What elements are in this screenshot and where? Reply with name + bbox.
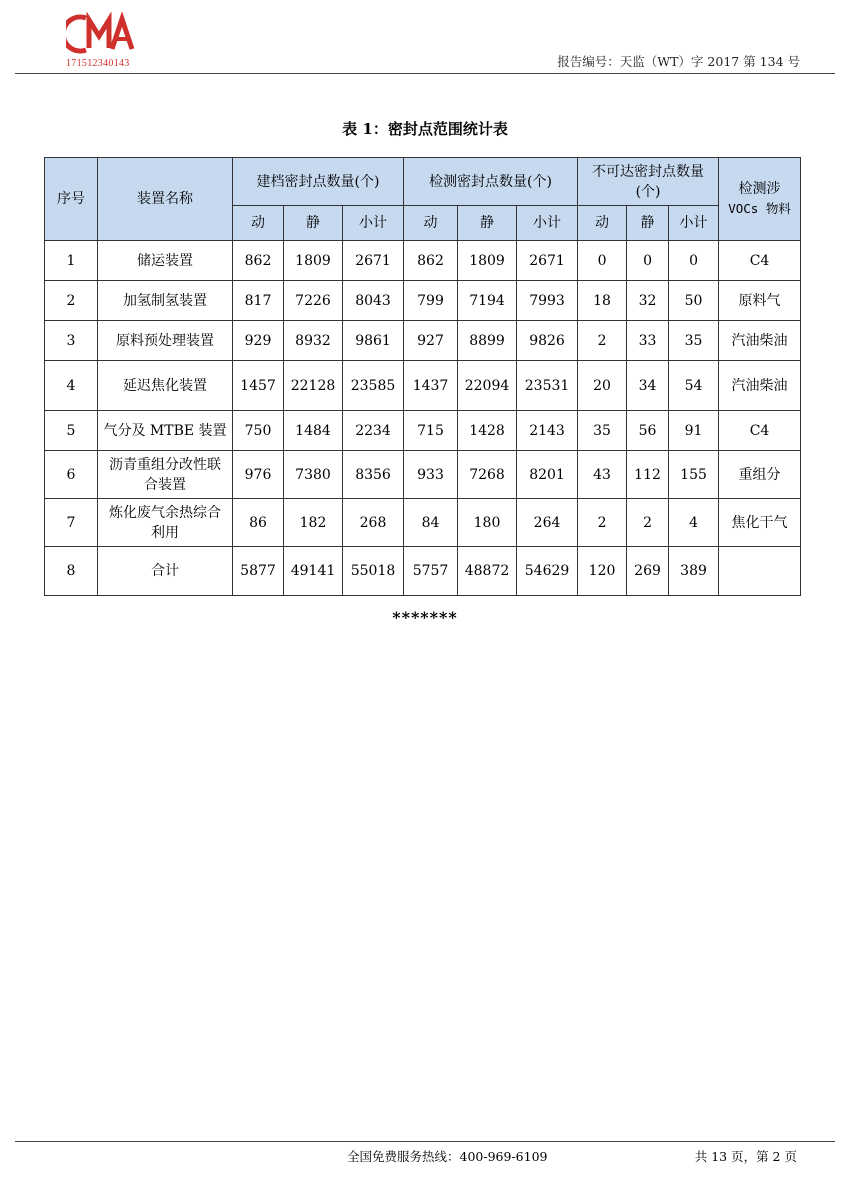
cell-unreachable-subtotal: 54 <box>669 361 719 411</box>
cell-device-name: 加氢制氢装置 <box>98 281 233 321</box>
table-row <box>45 321 801 361</box>
cell-device-name: 储运装置 <box>98 241 233 281</box>
cell-device-name: 延迟焦化装置 <box>98 361 233 411</box>
cell-vocs-material: C4 <box>719 411 801 451</box>
cell-unreachable-subtotal: 155 <box>669 451 719 499</box>
cell-unreachable-dynamic: 20 <box>578 361 627 411</box>
cell-detected-static: 48872 <box>458 547 517 596</box>
footer-divider <box>15 1141 835 1142</box>
cell-vocs-material: C4 <box>719 241 801 281</box>
cell-vocs-material: 汽油柴油 <box>719 361 801 411</box>
table-title: 表 1：密封点范围统计表 <box>342 120 508 138</box>
cell-detected-subtotal: 264 <box>517 499 578 547</box>
header-archived-static: 静 <box>284 206 343 241</box>
header-detected-subtotal: 小计 <box>517 206 578 241</box>
header-detected-dynamic: 动 <box>404 206 458 241</box>
cell-detected-dynamic: 799 <box>404 281 458 321</box>
cell-seq: 7 <box>45 499 98 547</box>
header-divider <box>15 73 835 74</box>
cell-detected-subtotal: 54629 <box>517 547 578 596</box>
cell-detected-static: 22094 <box>458 361 517 411</box>
cell-unreachable-subtotal: 35 <box>669 321 719 361</box>
cell-unreachable-static: 112 <box>627 451 669 499</box>
header-unreachable-dynamic: 动 <box>578 206 627 241</box>
cell-archived-subtotal: 268 <box>343 499 404 547</box>
cma-logo <box>66 12 144 56</box>
cell-detected-subtotal: 7993 <box>517 281 578 321</box>
cell-archived-dynamic: 750 <box>233 411 284 451</box>
cell-archived-dynamic: 976 <box>233 451 284 499</box>
cell-unreachable-static: 33 <box>627 321 669 361</box>
cell-detected-dynamic: 5757 <box>404 547 458 596</box>
report-number: 报告编号：天监（WT）字 2017 第 134 号 <box>557 54 800 69</box>
header-seq: 序号 <box>45 158 98 241</box>
header-vocs <box>719 158 801 241</box>
cell-archived-dynamic: 929 <box>233 321 284 361</box>
header-unreachable: 不可达密封点数量(个) <box>578 158 719 206</box>
header-archived: 建档密封点数量(个) <box>233 158 404 206</box>
cell-detected-static: 7268 <box>458 451 517 499</box>
cell-seq: 5 <box>45 411 98 451</box>
table-row <box>45 499 801 547</box>
cell-seq: 8 <box>45 547 98 596</box>
cell-unreachable-static: 0 <box>627 241 669 281</box>
cell-detected-dynamic: 715 <box>404 411 458 451</box>
page-number: 共 13 页，第 2 页 <box>694 1149 797 1164</box>
header-device-name: 装置名称 <box>98 158 233 241</box>
cell-unreachable-dynamic: 18 <box>578 281 627 321</box>
cell-seq: 3 <box>45 321 98 361</box>
cell-vocs-material: 原料气 <box>719 281 801 321</box>
cell-archived-static: 7226 <box>284 281 343 321</box>
cell-device-name: 气分及 MTBE 装置 <box>98 411 233 451</box>
cma-seal-icon <box>66 12 144 56</box>
table-row <box>45 411 801 451</box>
cell-unreachable-static: 269 <box>627 547 669 596</box>
cell-unreachable-static: 2 <box>627 499 669 547</box>
end-mark: ******* <box>392 608 458 627</box>
cell-unreachable-subtotal: 91 <box>669 411 719 451</box>
cell-archived-dynamic: 86 <box>233 499 284 547</box>
cell-detected-subtotal: 9826 <box>517 321 578 361</box>
cell-seq: 4 <box>45 361 98 411</box>
cell-archived-subtotal: 23585 <box>343 361 404 411</box>
cell-detected-subtotal: 23531 <box>517 361 578 411</box>
cell-detected-static: 1809 <box>458 241 517 281</box>
cell-detected-dynamic: 862 <box>404 241 458 281</box>
cell-unreachable-dynamic: 2 <box>578 499 627 547</box>
cell-unreachable-static: 32 <box>627 281 669 321</box>
table-row <box>45 361 801 411</box>
cell-seq: 6 <box>45 451 98 499</box>
cell-archived-static: 7380 <box>284 451 343 499</box>
cell-seq: 1 <box>45 241 98 281</box>
cell-detected-static: 180 <box>458 499 517 547</box>
cell-archived-subtotal: 2234 <box>343 411 404 451</box>
table-row <box>45 281 801 321</box>
cell-archived-subtotal: 9861 <box>343 321 404 361</box>
cell-unreachable-dynamic: 120 <box>578 547 627 596</box>
cell-archived-subtotal: 8356 <box>343 451 404 499</box>
cell-detected-dynamic: 84 <box>404 499 458 547</box>
cell-detected-dynamic: 1437 <box>404 361 458 411</box>
table-row <box>45 547 801 596</box>
cell-archived-static: 1809 <box>284 241 343 281</box>
service-hotline: 全国免费服务热线：400-969-6109 <box>347 1149 548 1164</box>
header-archived-dynamic: 动 <box>233 206 284 241</box>
cell-archived-dynamic: 1457 <box>233 361 284 411</box>
cell-archived-static: 182 <box>284 499 343 547</box>
cert-number: 171512340143 <box>66 58 130 69</box>
header-detected-static: 静 <box>458 206 517 241</box>
header-unreachable-subtotal: 小计 <box>669 206 719 241</box>
cell-archived-subtotal: 8043 <box>343 281 404 321</box>
header-unreachable-static: 静 <box>627 206 669 241</box>
cell-device-name: 炼化废气余热综合利用 <box>98 499 233 547</box>
cell-archived-dynamic: 862 <box>233 241 284 281</box>
cell-detected-dynamic: 933 <box>404 451 458 499</box>
cell-seq: 2 <box>45 281 98 321</box>
cell-unreachable-subtotal: 50 <box>669 281 719 321</box>
cell-device-name: 合计 <box>98 547 233 596</box>
cell-vocs-material <box>719 547 801 596</box>
seal-point-table <box>44 157 801 596</box>
cell-unreachable-dynamic: 35 <box>578 411 627 451</box>
cell-vocs-material: 重组分 <box>719 451 801 499</box>
cell-detected-subtotal: 8201 <box>517 451 578 499</box>
header-detected: 检测密封点数量(个) <box>404 158 578 206</box>
cell-vocs-material: 焦化干气 <box>719 499 801 547</box>
cell-detected-subtotal: 2671 <box>517 241 578 281</box>
cell-vocs-material: 汽油柴油 <box>719 321 801 361</box>
cell-detected-dynamic: 927 <box>404 321 458 361</box>
cell-detected-subtotal: 2143 <box>517 411 578 451</box>
cell-unreachable-dynamic: 0 <box>578 241 627 281</box>
cell-unreachable-dynamic: 2 <box>578 321 627 361</box>
cell-archived-static: 22128 <box>284 361 343 411</box>
cell-unreachable-static: 34 <box>627 361 669 411</box>
header-vocs-line2: VOCs 物料 <box>728 201 791 216</box>
cell-archived-subtotal: 55018 <box>343 547 404 596</box>
cell-archived-static: 49141 <box>284 547 343 596</box>
cell-device-name: 沥青重组分改性联合装置 <box>98 451 233 499</box>
cell-archived-subtotal: 2671 <box>343 241 404 281</box>
cell-unreachable-static: 56 <box>627 411 669 451</box>
cell-device-name: 原料预处理装置 <box>98 321 233 361</box>
cell-detected-static: 8899 <box>458 321 517 361</box>
cell-unreachable-dynamic: 43 <box>578 451 627 499</box>
cell-unreachable-subtotal: 389 <box>669 547 719 596</box>
table-row <box>45 241 801 281</box>
cell-detected-static: 7194 <box>458 281 517 321</box>
cell-archived-dynamic: 5877 <box>233 547 284 596</box>
header-vocs-line1: 检测涉 <box>738 181 781 197</box>
cell-archived-dynamic: 817 <box>233 281 284 321</box>
cell-unreachable-subtotal: 4 <box>669 499 719 547</box>
table-row <box>45 451 801 499</box>
cell-archived-static: 8932 <box>284 321 343 361</box>
cell-archived-static: 1484 <box>284 411 343 451</box>
cell-detected-static: 1428 <box>458 411 517 451</box>
header-archived-subtotal: 小计 <box>343 206 404 241</box>
cell-unreachable-subtotal: 0 <box>669 241 719 281</box>
